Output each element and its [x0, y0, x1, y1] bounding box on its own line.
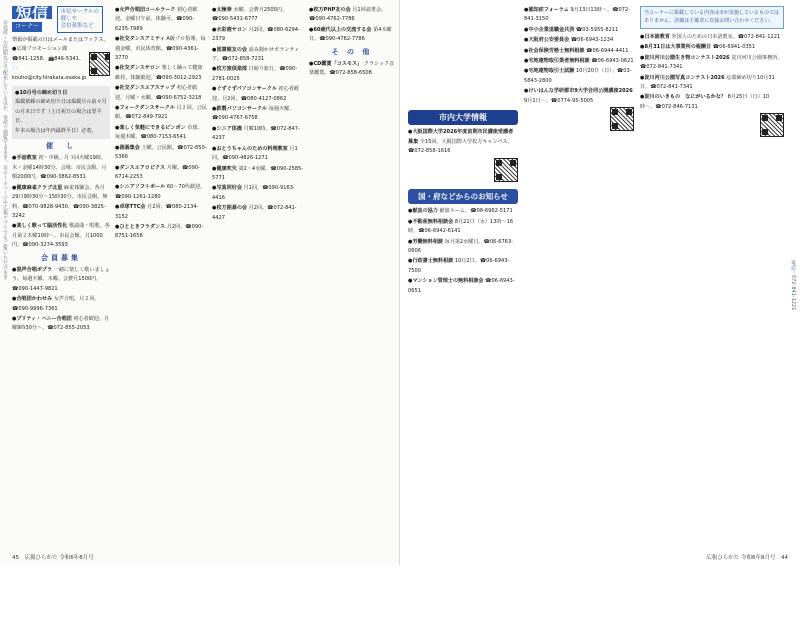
tag-line: 催しや	[60, 16, 78, 22]
entry-title: ●中小企業退職金共済	[524, 26, 575, 33]
list-item	[12, 222, 110, 250]
entry-body: 麻雀体験会。各月29日9時30分〜15時30分。市民会館。無料。☎070-9828-9430、☎090-3825-3242	[12, 184, 108, 219]
entry-title: ●宅地建物取引業者無料相談	[524, 58, 590, 65]
entry-body: 月2回。☎080-6294-2379	[212, 26, 300, 43]
entry-title: ●労働無料相談	[408, 238, 444, 245]
list-item	[212, 165, 304, 184]
entry-title: ●合唱団かわせみ	[12, 296, 53, 303]
entry-title: ●楽しく気軽にできるピンポン	[115, 124, 186, 131]
list-item	[115, 183, 207, 202]
deadline-body: 掲載依頼の締め切り日は掲載月の前々月	[15, 99, 107, 106]
deadline-title: ●10月号の締め切り日	[15, 90, 68, 97]
list-item	[524, 87, 634, 106]
entry-body: 水曜。会費月2500円。☎090-5431-6777	[212, 7, 288, 23]
entry-body: 月1回。☎090-9163-4416	[212, 185, 295, 201]
entry-body: 外国人のための日本語教室。☎072-841-1221	[671, 34, 781, 40]
entry-title: ●CD鑑賞「コスモス」	[309, 61, 363, 68]
contact-dept: ●広報プロモーション課	[12, 46, 67, 53]
entry-title: ●社交ダンスアミティ	[115, 36, 165, 43]
right-side-note: 電話：072-841-1221	[790, 260, 796, 311]
entry-body: 初・中級。月３回火曜19時、木・金曜14時30分。会場：市民会館。月額2000円。☎090-3862-8531	[12, 155, 107, 181]
list-item	[640, 74, 784, 93]
contact-phone: ☎841-1258、📠846-5341、	[12, 55, 84, 62]
section-heading-members: 会員募集	[41, 253, 81, 262]
entry-title: ●けいはんな学研都市9大学合同公開講座2026	[524, 88, 633, 95]
header-intro: 情報が掲載の日はメールまたはファクス。	[12, 37, 109, 43]
left-col-2	[115, 6, 207, 536]
entry-title: ●手話教室	[12, 155, 37, 162]
list-item	[12, 315, 110, 334]
tag-line: 市民サークルの	[60, 9, 99, 15]
entry-body: 第2・4水曜。☎090-2585-5771	[212, 165, 304, 181]
entry-title: ●認知症フォーラム	[524, 7, 569, 13]
tanshin-title: 短信	[12, 6, 52, 19]
entry-title: ●大阪国際大学2026年度前期市民講座受講者募集	[408, 129, 514, 145]
tanshin-subtitle: コーナー	[12, 22, 42, 31]
entry-body: ☎06-6943-1234	[570, 37, 614, 44]
list-item	[115, 35, 207, 63]
entry-title: ●枚方PHP友の会	[309, 7, 351, 13]
entry-body: 月曜10時。☎072-847-4237	[212, 125, 300, 142]
tanshin-header	[12, 3, 110, 33]
entry-body: 土曜。公民館。☎072-850-5366	[115, 144, 207, 161]
entry-body: 毎週火曜。☎090-4767-6758	[212, 106, 295, 122]
entry-title: ●淀川河川公園写真コンテスト2026	[640, 74, 725, 81]
entry-title: ●太極拳	[212, 7, 232, 13]
entry-title: ●おとうちゃんのための料理教室	[212, 145, 288, 152]
section-heading-events: 催 し	[46, 142, 76, 151]
entry-title: ●シニアソフトボール	[115, 184, 166, 191]
entry-title: ●社会保険労務士無料相談	[524, 47, 585, 54]
deadline-box	[12, 86, 110, 139]
entry-body: 月２回。公民館。☎072-849-7921	[115, 105, 207, 121]
entry-title: ●60歳代以上の交流する会	[309, 26, 372, 33]
entry-body: 初心者歓迎。月曜9時30分〜。☎072-855-2053	[12, 315, 110, 332]
entry-body: 一緒に楽しく歌いましょう。毎週火曜、木曜。会費月1500円。☎090-1447-9821	[12, 266, 110, 292]
entry-title: ●プリティ・ハニー合唱団	[12, 315, 72, 322]
entry-title: ●鉄製パソコンサークル	[212, 106, 268, 113]
entry-title: ●枚方旅倶楽部	[212, 66, 248, 73]
list-item	[408, 277, 518, 296]
list-item	[12, 266, 110, 294]
entry-body: 月1回読書会。☎090-4762-7786	[309, 7, 387, 23]
entry-body: 9月1日〜。☎0774-95-5005	[524, 97, 594, 104]
entry-title: ●淀川河川公園生き物コンテスト2026	[640, 54, 730, 61]
list-item	[115, 84, 207, 103]
banner-city-university: 市内大学情報	[408, 110, 518, 125]
entry-body: A級プロ指導。毎週金曜。市民体育館。☎090-4361-3770	[115, 36, 206, 62]
entry-title: ●日本語教育	[640, 34, 670, 40]
entry-body: 月2回。☎080-2134-3152	[115, 204, 199, 220]
entry-body: 月2回。☎090-8751-1658	[115, 223, 204, 240]
entry-body: 歌謡曲・唱歌。各月第２木曜10時〜。市民会館。月1000円。☎090-3274-3593	[12, 223, 110, 249]
list-item	[640, 43, 784, 52]
list-item	[212, 26, 304, 45]
left-col-1	[12, 3, 110, 526]
right-page	[400, 0, 800, 565]
entry-title: ●混声合唱ポプラ	[12, 266, 53, 273]
entry-title: ●水彩画サロン	[212, 26, 248, 33]
right-col-1	[408, 110, 518, 640]
list-item	[212, 204, 304, 223]
deadline-body: の月末日です（土日祝日の場合は翌平日、	[15, 108, 102, 125]
entry-title: ●図書館友の会	[212, 46, 248, 53]
list-item	[408, 207, 518, 216]
entry-body: 10月2日。☎06-6943-7500	[408, 258, 510, 274]
entry-body: 毎月第2水曜日。☎06-6763-0606	[408, 238, 514, 255]
entry-title: ●社交ダンスエアステップ	[115, 85, 176, 92]
entry-title: ●マンション管理士の無料相談会	[408, 278, 484, 285]
list-item	[212, 105, 304, 124]
entry-body: 淀川河川公園事務所。☎072-841-7341	[640, 54, 783, 71]
entry-title: ●大阪府公安委員会	[524, 37, 570, 44]
qr-code-icon[interactable]	[89, 52, 110, 76]
entry-title: ●献血の協力	[408, 208, 438, 215]
list-item	[640, 93, 784, 112]
list-item	[408, 218, 518, 237]
entry-body: 女声合唱。月２回。☎090-9996-7361	[12, 296, 100, 312]
list-item	[212, 65, 304, 84]
list-item	[309, 6, 395, 25]
list-item	[640, 33, 784, 42]
tanshin-tag	[57, 6, 103, 33]
qr-code-icon[interactable]	[494, 158, 518, 182]
list-item	[524, 57, 634, 66]
qr-code-icon[interactable]	[760, 113, 784, 137]
tag-line: 会員募集など	[60, 23, 94, 29]
entry-body: 読み聞かせボランティア。☎072-858-7231	[212, 46, 300, 63]
left-col-4	[309, 6, 395, 206]
entry-title: ●ひとときフラダンス	[115, 223, 166, 230]
entry-body: ☎06-6943-0621	[591, 58, 634, 65]
list-item	[524, 67, 634, 86]
entry-title: ●8月31日は大事業所の報酬日	[640, 44, 712, 51]
list-item	[115, 104, 207, 123]
entry-body: 第4木曜日。☎090-4762-7786	[309, 26, 392, 43]
entry-title: ●行政書士無料相談	[408, 258, 454, 265]
deadline-body: 年末の場合は年内最終平日）必着。	[15, 127, 97, 134]
list-item	[12, 154, 110, 182]
left-col-3	[212, 6, 304, 536]
entry-title: ●宅地建物取引士試験	[524, 68, 575, 75]
list-item	[408, 238, 518, 257]
entry-title: ●卓球TTC会	[115, 204, 146, 211]
list-item	[212, 145, 304, 164]
list-item	[12, 184, 110, 222]
entry-title: ●写真同好会	[212, 185, 242, 192]
list-item	[212, 46, 304, 65]
left-side-note: 市役所・公民館などで配布しているほか、各所で閲覧できます。市ホームページや広報アプリでもご覧いただけます	[2, 20, 8, 280]
list-item	[115, 144, 207, 163]
right-col-3	[640, 6, 784, 536]
list-item	[115, 164, 207, 183]
entry-body: 8月25日（日）10時〜。☎072-846-7131	[640, 94, 770, 110]
entry-body: クラシック音楽鑑賞。☎072-858-6508	[309, 61, 395, 77]
list-item	[309, 26, 395, 45]
list-item	[115, 64, 207, 83]
entry-body: 初心者歓迎。月2回。☎080-4127-0862	[212, 86, 299, 102]
list-item	[524, 6, 634, 25]
left-footer: 45 広報ひらかた 令和6年8月号	[12, 555, 94, 561]
entry-body: 日帰り旅行。☎090-2781-0025	[212, 66, 298, 82]
banner-government-notices: 国・府などからのお知らせ	[408, 189, 518, 204]
entry-body: 60〜70代歓迎。☎090-1261-1280	[115, 184, 206, 200]
entry-body: 9月13日13時〜。☎072-841-3150	[524, 7, 631, 23]
entry-title: ●女声合唱団コールラーク	[115, 7, 176, 13]
entry-title: ●枚方囲碁の会	[212, 205, 248, 212]
entry-body: ☎06-6941-0351	[712, 44, 756, 51]
list-item	[212, 6, 304, 25]
section-heading-other: そ の 他	[331, 47, 373, 56]
entry-body: 初心者歓迎。月曜・水曜。☎090-6752-3218	[115, 85, 202, 101]
entry-title: ●社交ダンスサロン	[115, 65, 160, 72]
list-item	[524, 36, 634, 45]
entry-title: ●ダンスエアロビクス	[115, 164, 166, 171]
entry-body: ☎03-5955-8211	[575, 26, 619, 33]
entry-body: 初心者歓迎。金曜日午前。体験可。☎090-6235-7989	[115, 7, 198, 32]
entry-body: 卓球。毎週木曜。☎080-7153-6541	[115, 124, 203, 141]
entry-body: 月1回。☎090-4826-1271	[212, 145, 298, 162]
entry-body: 10月20日（日）。☎03-5843-2800	[524, 68, 632, 84]
list-item	[212, 125, 304, 144]
list-item	[115, 124, 207, 143]
right-col-2	[524, 6, 634, 536]
entry-body: 月曜。☎090-6714-2253	[115, 164, 200, 180]
list-item	[524, 26, 634, 35]
entry-body: 献血ルーム。☎06-6962-5171	[439, 208, 513, 215]
entry-body: 8月21日（水）13時〜16時。☎06-6942-6141	[408, 218, 514, 235]
list-item	[212, 85, 304, 104]
entry-title: ●健康吹矢	[212, 165, 237, 172]
entry-title: ●楽しく歌って脳活性化	[12, 223, 68, 230]
list-item	[408, 128, 518, 156]
list-item	[640, 54, 784, 73]
contact-email[interactable]: ✉️kouho@city.hirakata.osaka.jp	[12, 65, 87, 81]
disclaimer-callout: 当コーナーに掲載している内容は市が実施しているものではありません。詳細は主催者に直接お問い合わせください。	[640, 6, 784, 29]
entry-title: ●不動産無料相談会	[408, 218, 454, 225]
entry-body: 月2回。☎072-841-4427	[212, 205, 297, 221]
list-item	[115, 223, 207, 242]
list-item	[212, 184, 304, 203]
entry-title: ●フォークダンスサークル	[115, 105, 175, 112]
entry-title: ●ぐずぐずパソコンサークル	[212, 86, 277, 93]
entry-body: 楽しく踊って健康維持。体験歓迎。☎090-3012-2923	[115, 65, 203, 81]
list-item	[12, 295, 110, 314]
list-item	[408, 257, 518, 276]
list-item	[309, 60, 395, 79]
list-item	[524, 47, 634, 56]
entry-title: ●シニア体操	[212, 125, 242, 132]
entry-body: ☎06-6944-4411	[586, 47, 629, 54]
entry-body: 全15回。大阪国際大学枚方キャンパス。☎072-858-1616	[408, 138, 513, 155]
entry-title: ●健康麻雀クラブ北星	[12, 184, 63, 191]
entry-body: ☎06-6943-0651	[408, 278, 515, 294]
right-footer: 広報ひらかた 令和6年8月号 44	[706, 555, 788, 561]
entry-body: 応募締め切り10月31日。☎072-841-7341	[640, 74, 775, 91]
entry-title: ●囲碁集会	[115, 144, 140, 151]
entry-title: ●淀川のいきもの なにがいるかな？	[640, 94, 726, 101]
left-page	[0, 0, 400, 565]
list-item	[115, 203, 207, 222]
list-item	[115, 6, 207, 34]
qr-code-icon[interactable]	[610, 107, 634, 131]
